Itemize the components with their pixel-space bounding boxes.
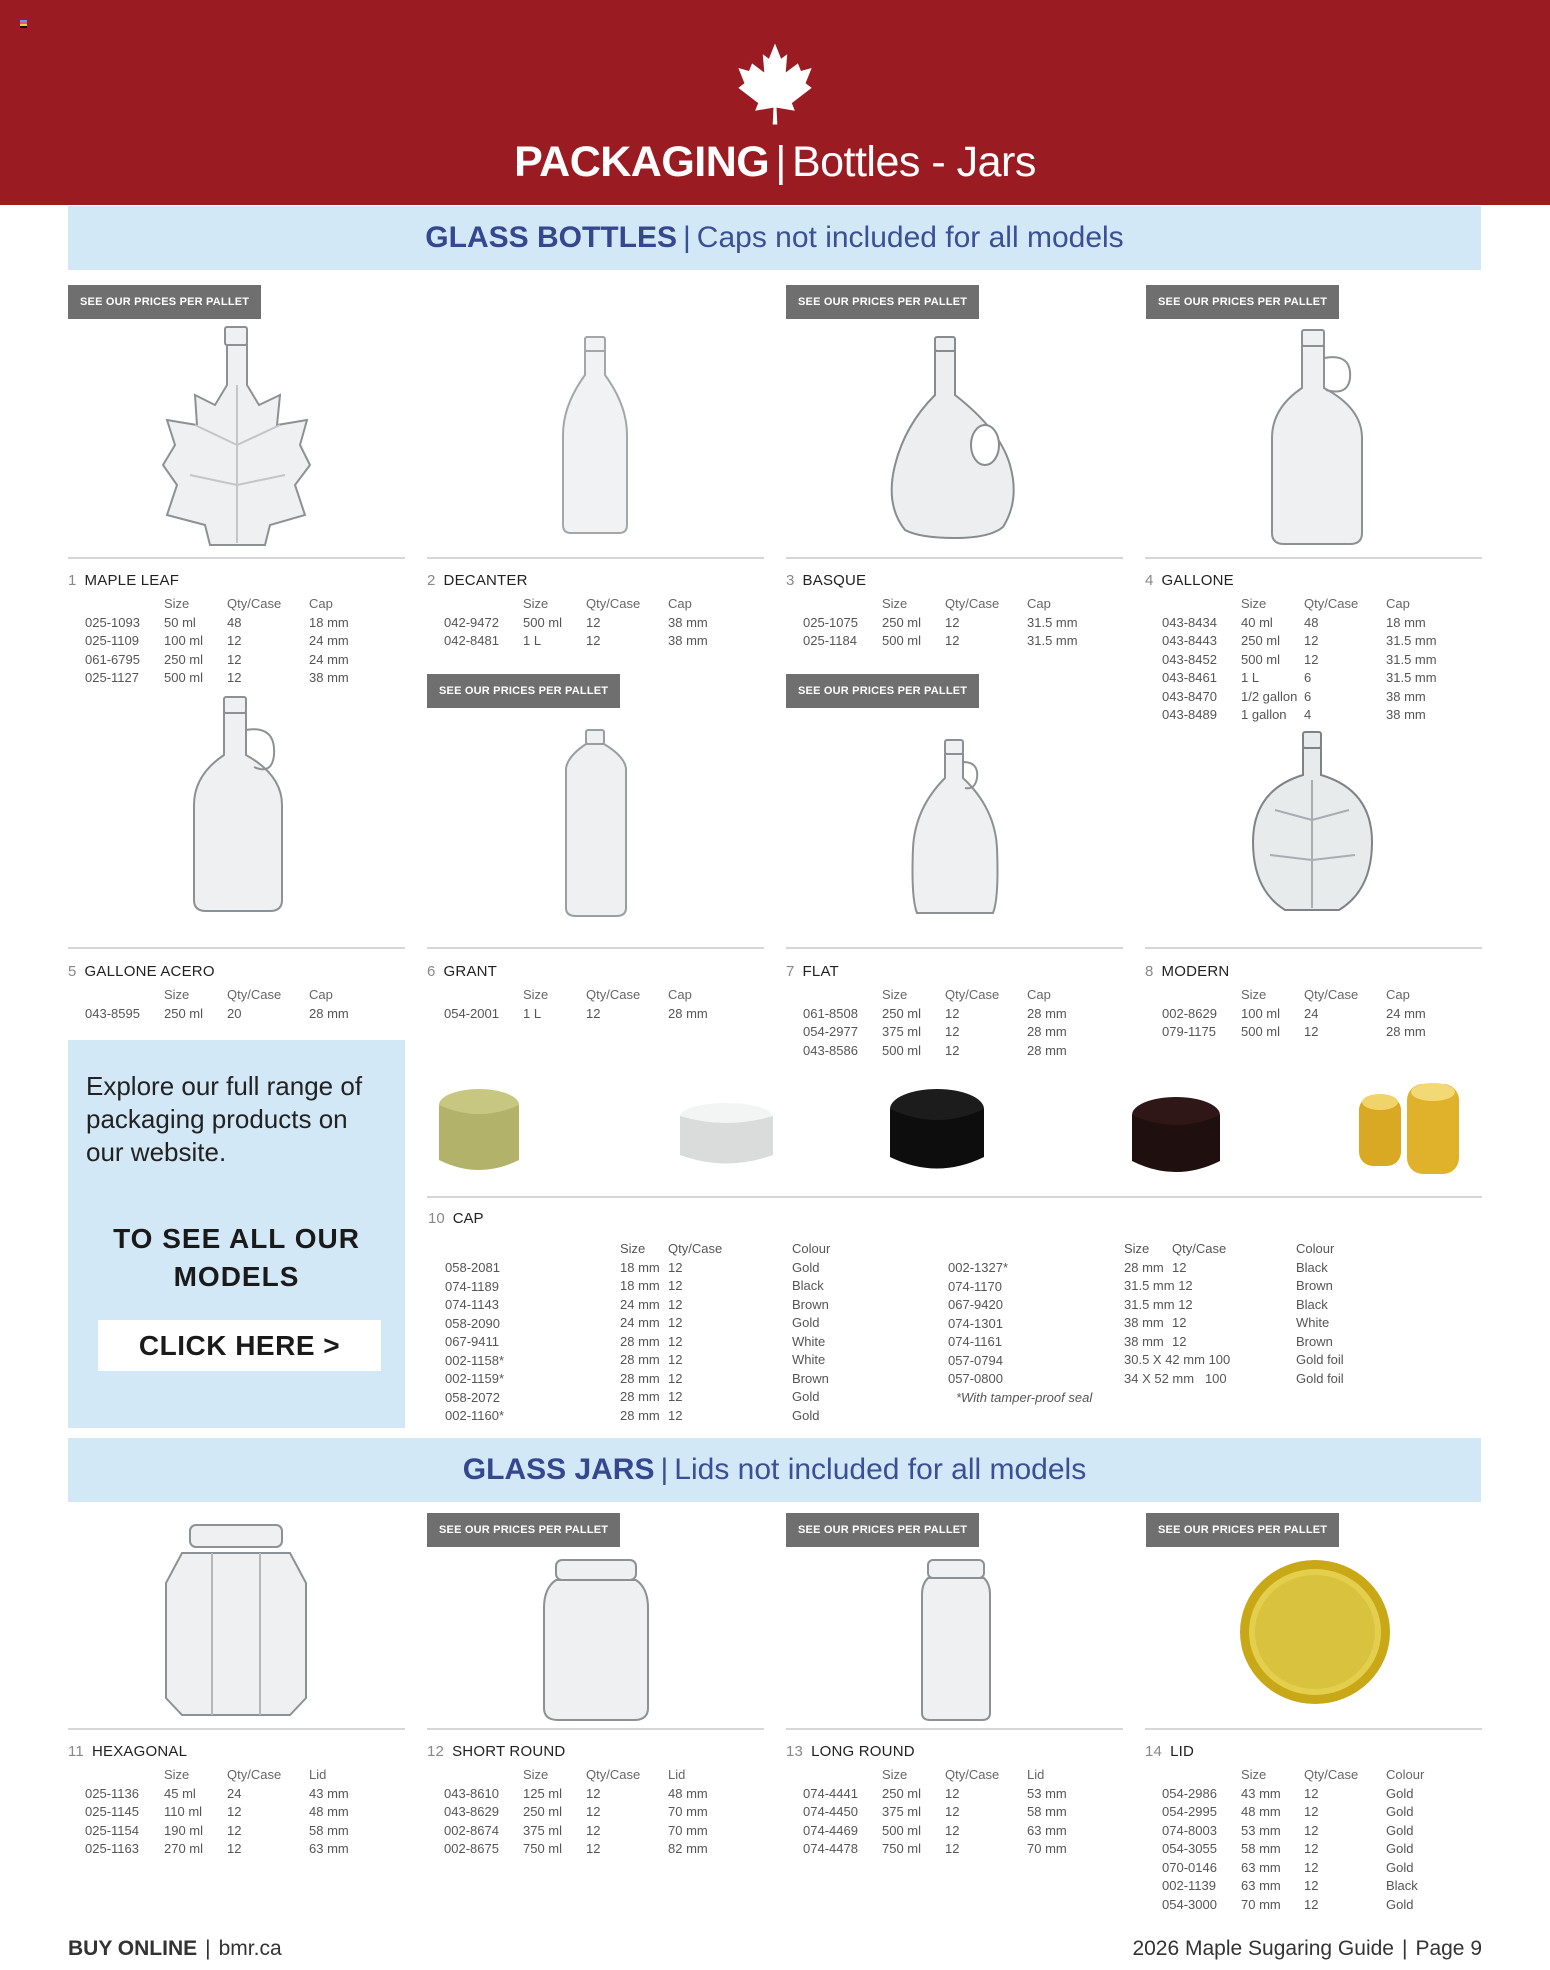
table-row: 043-8586 500 ml 12 28 mm	[803, 1042, 1067, 1058]
hexagonal-jar-image	[162, 1523, 310, 1718]
product-hexagonal: 11 HEXAGONAL Size Qty/Case Lid 025-1136 45 ml 24 43 mm 025-1145 110 ml 12 48 mm 025-1154 190 ml 12 58 mm 025-1163 270 ml 12 63 mm	[68, 1743, 398, 1859]
product-lid: 14 LID Size Qty/Case Colour 054-2986 43 mm 12 Gold 054-2995 48 mm 12 Gold 074-8003 53 mm 12 Gold 054-3055 58 mm 12 Gold 070-0146 63 mm 12 Gold 002-1139 63 mm 12 Black 054-3000 70 mm 12 Gold	[1145, 1743, 1475, 1914]
product-spec-table: Size Qty/Case Cap 043-8434 40 ml 48 18 mm 043-8443 250 ml 12 31.5 mm 043-8452 500 ml 12 31.5 mm 043-8461 1 L 6 31.5 mm 043-8470 1/2 gallon 6 38 mm 043-8489 1 gallon 4 38 mm	[1162, 595, 1437, 725]
table-row: 025-1093 50 ml 48 18 mm	[85, 614, 349, 630]
product-gallone-acero: 5 GALLONE ACERO Size Qty/Case Cap 043-8595 250 ml 20 28 mm	[68, 963, 398, 1023]
product-modern: 8 MODERN Size Qty/Case Cap 002-8629 100 ml 24 24 mm 079-1175 500 ml 12 28 mm	[1145, 963, 1475, 1042]
product-decanter: 2 DECANTER Size Qty/Case Cap 042-9472 500 ml 12 38 mm 042-8481 1 L 12 38 mm	[427, 572, 757, 651]
table-row: 074-4450 375 ml 12 58 mm	[803, 1804, 1067, 1819]
website-link[interactable]: bmr.ca	[218, 1937, 282, 1960]
gold-lid-image	[1238, 1557, 1393, 1707]
table-row: 074-4478 750 ml 12 70 mm	[803, 1841, 1067, 1856]
table-row: 074-8003 53 mm 12 Gold	[1162, 1822, 1414, 1838]
table-row: 054-2001 1 L 12 28 mm	[444, 1005, 708, 1021]
table-row: 054-2986 43 mm 12 Gold	[1162, 1785, 1414, 1801]
product-spec-table: Size Qty/Case Lid 025-1136 45 ml 24 43 mm 025-1145 110 ml 12 48 mm 025-1154 190 ml 12 58 mm 025-1163 270 ml 12 63 mm	[85, 1766, 349, 1859]
table-row: 074-4441 250 ml 12 53 mm	[803, 1785, 1067, 1801]
table-row: 025-1154 190 ml 12 58 mm	[85, 1822, 349, 1838]
promo-panel	[68, 1040, 405, 1428]
footer-buy-online: BUY ONLINE | bmr.ca	[68, 1937, 282, 1960]
flat-bottle-image	[905, 738, 1005, 918]
cap-qty-column-left: Qty/Case 12 12 12 12 12 12 12 12 12	[668, 1241, 723, 1423]
basque-bottle-image	[885, 335, 1020, 540]
table-row: 043-8610 125 ml 12 48 mm	[444, 1785, 708, 1801]
product-flat: 7 FLAT Size Qty/Case Cap 061-8508 250 ml 12 28 mm 054-2977 375 ml 12 28 mm 043-8586 500 ml 12 28 mm	[786, 963, 1116, 1060]
table-row: 043-8595 250 ml 20 28 mm	[85, 1005, 349, 1021]
table-row: 025-1075 250 ml 12 31.5 mm	[803, 614, 1078, 630]
table-row: 025-1184 500 ml 12 31.5 mm	[803, 633, 1078, 648]
table-row: 043-8452 500 ml 12 31.5 mm	[1162, 651, 1437, 667]
gallone-bottle-image	[1262, 328, 1372, 548]
divider	[786, 947, 1123, 949]
pallet-prices-button-gallone[interactable]: SEE OUR PRICES PER PALLET	[1146, 285, 1339, 319]
black-cap-image	[888, 1085, 986, 1180]
maple-leaf-icon	[736, 42, 814, 126]
divider	[427, 557, 764, 559]
page-number: Page 9	[1415, 1937, 1482, 1960]
table-row: 043-8489 1 gallon 4 38 mm	[1162, 707, 1426, 722]
product-spec-table: Size Qty/Case Cap 042-9472 500 ml 12 38 mm 042-8481 1 L 12 38 mm	[444, 595, 708, 651]
maple-leaf-bottle-image	[155, 325, 320, 550]
table-row: 002-8675 750 ml 12 82 mm	[444, 1841, 708, 1856]
table-row: 054-2995 48 mm 12 Gold	[1162, 1804, 1414, 1819]
table-row: 079-1175 500 ml 12 28 mm	[1162, 1024, 1426, 1039]
glass-jars-section-header: GLASS JARS | Lids not included for all models	[68, 1438, 1481, 1502]
product-cap: 10 CAP 058-2081 074-1189 074-1143 058-2090 067-9411 002-1158* 002-1159* 058-2072 002-1160* Size 18 mm 18 mm 24 mm 24 mm 28 mm 28 mm 28 mm 28 mm 28 mm Qty/Case 12 12 12 12 12 12 12 12 12 Colour Gold Black Brown Gold White White Brown Gold Gold 002-1327* 074-1170 067-9420 074-1301 074-1161 057-0794 057-0800 *With tamper-proof seal Size Qty/Case 28 mm 12 31.5 mm 12 31.5 mm 12 38 mm 12 38 mm 12 30.5 X 42 mm 100 34 X 52 mm 100 Colour Black Brown Black White Brown Gold foil Gold foil	[428, 1210, 1488, 1233]
table-row: 054-3055 58 mm 12 Gold	[1162, 1841, 1414, 1856]
table-row: 043-8434 40 ml 48 18 mm	[1162, 614, 1426, 630]
gold-foil-capsules-image	[1355, 1080, 1465, 1180]
product-spec-table: Size Qty/Case Cap 025-1075 250 ml 12 31.5 mm 025-1184 500 ml 12 31.5 mm	[803, 595, 1078, 651]
product-spec-table: Size Qty/Case Lid 074-4441 250 ml 12 53 mm 074-4450 375 ml 12 58 mm 074-4469 500 ml 12 63 mm 074-4478 750 ml 12 70 mm	[803, 1766, 1067, 1859]
table-row: 042-9472 500 ml 12 38 mm	[444, 614, 708, 630]
pallet-prices-button-basque[interactable]: SEE OUR PRICES PER PALLET	[786, 285, 979, 319]
grant-bottle-image	[560, 728, 632, 918]
product-spec-table: Size Qty/Case Cap 061-8508 250 ml 12 28 mm 054-2977 375 ml 12 28 mm 043-8586 500 ml 12 28 mm	[803, 986, 1067, 1060]
page-header	[0, 0, 1550, 205]
modern-bottle-image	[1245, 730, 1380, 920]
cap-colour-column-right: Colour Black Brown Black White Brown Gold foil Gold foil	[1296, 1241, 1344, 1386]
table-row: 025-1127 500 ml 12 38 mm	[85, 670, 349, 685]
table-row: 054-3000 70 mm 12 Gold	[1162, 1896, 1414, 1912]
table-row: 070-0146 63 mm 12 Gold	[1162, 1859, 1414, 1875]
table-row: 074-4469 500 ml 12 63 mm	[803, 1822, 1067, 1838]
gold-cap-image	[437, 1085, 522, 1180]
table-row: 061-8508 250 ml 12 28 mm	[803, 1005, 1067, 1021]
cap-colour-column-left: Colour Gold Black Brown Gold White White Brown Gold Gold	[792, 1241, 831, 1423]
pallet-prices-button-long-round[interactable]: SEE OUR PRICES PER PALLET	[786, 1513, 979, 1547]
divider	[427, 947, 764, 949]
product-spec-table: Size Qty/Case Lid 043-8610 125 ml 12 48 mm 043-8629 250 ml 12 70 mm 002-8674 375 ml 12 70 mm 002-8675 750 ml 12 82 mm	[444, 1766, 708, 1859]
cap-size-qty-column-right: Size Qty/Case 28 mm 12 31.5 mm 12 31.5 mm 12 38 mm 12 38 mm 12 30.5 X 42 mm 100 34 X 52 mm 100	[1124, 1241, 1231, 1386]
promo-heading: TO SEE ALL OUR MODELS	[113, 1223, 360, 1292]
table-row: 043-8470 1/2 gallon 6 38 mm	[1162, 688, 1426, 704]
promo-text: Explore our full range of packaging products on our website.	[86, 1071, 363, 1167]
pallet-prices-button-flat[interactable]: SEE OUR PRICES PER PALLET	[786, 674, 979, 708]
divider	[1145, 1728, 1482, 1730]
pallet-prices-button-grant[interactable]: SEE OUR PRICES PER PALLET	[427, 674, 620, 708]
table-row: 002-8674 375 ml 12 70 mm	[444, 1822, 708, 1838]
product-spec-table: Size Qty/Case Cap 043-8595 250 ml 20 28 mm	[85, 986, 349, 1023]
product-spec-table: Size Qty/Case Cap 002-8629 100 ml 24 24 mm 079-1175 500 ml 12 28 mm	[1162, 986, 1426, 1042]
table-row: 054-2977 375 ml 12 28 mm	[803, 1024, 1067, 1039]
product-spec-table: Size Qty/Case Cap 054-2001 1 L 12 28 mm	[444, 986, 708, 1023]
product-short-round: 12 SHORT ROUND Size Qty/Case Lid 043-8610 125 ml 12 48 mm 043-8629 250 ml 12 70 mm 002-8674 375 ml 12 70 mm 002-8675 750 ml 12 82 mm	[427, 1743, 757, 1859]
divider	[786, 1728, 1123, 1730]
page-title: PACKAGING | Bottles - Jars	[514, 138, 1036, 186]
click-here-button[interactable]: CLICK HERE >	[98, 1320, 381, 1371]
product-long-round: 13 LONG ROUND Size Qty/Case Lid 074-4441 250 ml 12 53 mm 074-4450 375 ml 12 58 mm 074-4469 500 ml 12 63 mm 074-4478 750 ml 12 70 mm	[786, 1743, 1116, 1859]
cap-code-column-left: 058-2081 074-1189 074-1143 058-2090 067-9411 002-1158* 002-1159* 058-2072 002-1160*	[445, 1260, 505, 1423]
table-row: 043-8629 250 ml 12 70 mm	[444, 1804, 708, 1819]
decanter-bottle-image	[555, 335, 635, 535]
color-registration-mark	[20, 20, 27, 28]
cap-code-column-right: 002-1327* 074-1170 067-9420 074-1301 074-1161 057-0794 057-0800 *With tamper-proof seal	[948, 1259, 1092, 1407]
pallet-prices-button-maple-leaf[interactable]: SEE OUR PRICES PER PALLET	[68, 285, 261, 319]
white-cap-image	[678, 1100, 775, 1170]
long-round-jar-image	[920, 1558, 992, 1723]
cap-size-column-left: Size 18 mm 18 mm 24 mm 24 mm 28 mm 28 mm 28 mm 28 mm 28 mm	[620, 1241, 660, 1423]
product-gallone: 4 GALLONE Size Qty/Case Cap 043-8434 40 ml 48 18 mm 043-8443 250 ml 12 31.5 mm 043-8452 500 ml 12 31.5 mm 043-8461 1 L 6 31.5 mm 043-8470 1/2 gallon 6 38 mm 043-8489 1 gallon 4 38 mm	[1145, 572, 1475, 725]
table-row: 025-1109 100 ml 12 24 mm	[85, 633, 349, 648]
pallet-prices-button-lid[interactable]: SEE OUR PRICES PER PALLET	[1146, 1513, 1339, 1547]
table-row: 002-8629 100 ml 24 24 mm	[1162, 1005, 1426, 1021]
table-row: 042-8481 1 L 12 38 mm	[444, 633, 708, 648]
divider	[68, 557, 405, 559]
brown-cap-image	[1130, 1093, 1222, 1183]
table-row: 025-1145 110 ml 12 48 mm	[85, 1804, 349, 1819]
table-row: 025-1136 45 ml 24 43 mm	[85, 1785, 349, 1801]
footer-page-info: 2026 Maple Sugaring Guide | Page 9	[1132, 1937, 1482, 1960]
product-maple-leaf: 1 MAPLE LEAF Size Qty/Case Cap 025-1093 50 ml 48 18 mm 025-1109 100 ml 12 24 mm 061-6795 250 ml 12 24 mm 025-1127 500 ml 12 38 mm	[68, 572, 398, 688]
pallet-prices-button-short-round[interactable]: SEE OUR PRICES PER PALLET	[427, 1513, 620, 1547]
glass-bottles-section-header: GLASS BOTTLES | Caps not included for all models	[68, 206, 1481, 270]
product-basque: 3 BASQUE Size Qty/Case Cap 025-1075 250 ml 12 31.5 mm 025-1184 500 ml 12 31.5 mm	[786, 572, 1116, 651]
table-row: 043-8461 1 L 6 31.5 mm	[1162, 670, 1437, 685]
table-row: 061-6795 250 ml 12 24 mm	[85, 651, 349, 667]
divider	[427, 1728, 764, 1730]
divider	[68, 947, 405, 949]
divider	[786, 557, 1123, 559]
table-row: 002-1139 63 mm 12 Black	[1162, 1878, 1418, 1893]
short-round-jar-image	[540, 1558, 652, 1723]
divider	[1145, 557, 1482, 559]
divider	[68, 1728, 405, 1730]
product-grant: 6 GRANT Size Qty/Case Cap 054-2001 1 L 12 28 mm	[427, 963, 757, 1023]
product-spec-table: Size Qty/Case Colour 054-2986 43 mm 12 Gold 054-2995 48 mm 12 Gold 074-8003 53 mm 12 Gold 054-3055 58 mm 12 Gold 070-0146 63 mm 12 Gold 002-1139 63 mm 12 Black 054-3000 70 mm 12 Gold	[1162, 1766, 1424, 1914]
table-row: 043-8443 250 ml 12 31.5 mm	[1162, 633, 1437, 648]
tamper-proof-note: *With tamper-proof seal	[956, 1389, 1093, 1405]
divider	[1145, 947, 1482, 949]
product-spec-table: Size Qty/Case Cap 025-1093 50 ml 48 18 mm 025-1109 100 ml 12 24 mm 061-6795 250 ml 12 24 mm 025-1127 500 ml 12 38 mm	[85, 595, 349, 688]
table-row: 025-1163 270 ml 12 63 mm	[85, 1841, 349, 1856]
divider	[427, 1196, 1482, 1198]
gallone-acero-bottle-image	[188, 695, 288, 915]
